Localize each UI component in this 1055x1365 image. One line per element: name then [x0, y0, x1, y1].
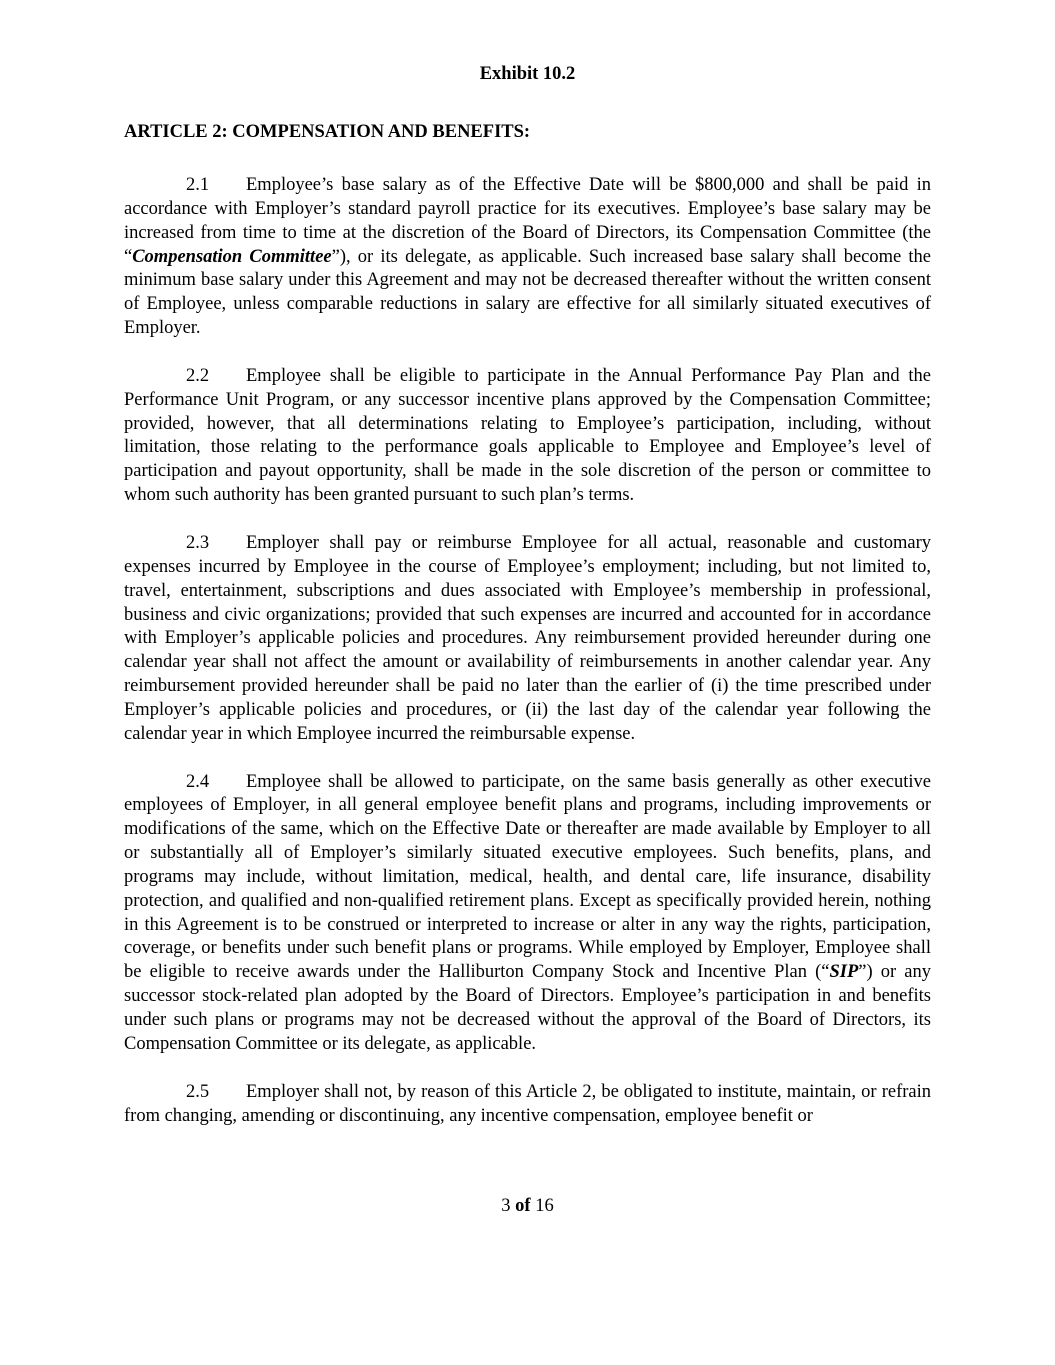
article-heading: ARTICLE 2: COMPENSATION AND BENEFITS:: [124, 122, 531, 142]
section-text: Employer shall pay or reimburse Employee for all actual, reasonable and customary expenses incurred by Employee in the course of Employee’s employment; including, but not limited to, travel, entertainment, subscriptions and dues associated with Employee’s membership in professional, business and civic organizations; provided that such expenses are incurred and accounted for in accordance with Employer’s applicable policies and procedures. Any reimbursement provided hereunder during one calendar year shall not affect the amount or availability of reimbursements in another calendar year. Any reimbursement provided hereunder shall be paid no later than the earlier of (i) the time prescribed under Employer’s applicable policies and procedures, or (ii) the last day of the calendar year following the calendar year in which Employee incurred the reimbursable expense.: [124, 532, 931, 744]
section-number: 2.2: [186, 365, 210, 386]
section-2-2: [124, 365, 931, 508]
page-number: 3: [501, 1196, 511, 1216]
section-number: 2.3: [186, 532, 210, 553]
section-text: ”), or its delegate, as applicable. Such increased base salary shall become the minimum base salary under this Agreement and may not be decreased thereafter without the written consent of Employee, unless comparable reductions in salary are effective for all similarly situated executives of Employer.: [124, 246, 932, 339]
section-text: Employee shall be allowed to participate, on the same basis generally as other executive employees of Employer, in all general employee benefit plans and programs, including improvements or modifications of the same, which on the Effective Date or thereafter are made available by Employer to all or substantially all of Employer’s similarly situated executive employees. Such benefits, plans, and programs may include, without limitation, medical, health, and dental care, life insurance, disability protection, and qualified and non-qualified retirement plans. Except as specifically provided herein, nothing in this Agreement is to be construed or interpreted to increase or alter in any way the rights, participation, coverage, or benefits under such benefit plans or programs. While employed by Employer, Employee shall be eligible to receive awards under the Halliburton Company Stock and Incentive Plan (“: [124, 771, 931, 983]
defined-term: Compensation Committee: [132, 246, 332, 267]
section-text: Employee’s base salary as of the Effective Date will be $800,000 and shall be paid in accordance with Employer’s standard payroll practice for its executives. Employee’s base salary may be increased from time to time at the discretion of the Board of Directors, its Compensation Committee (the “: [124, 175, 931, 267]
total-pages: 16: [535, 1196, 554, 1216]
defined-term: SIP: [829, 962, 859, 983]
document-page: [124, 62, 931, 1128]
section-text: Employee shall be eligible to participate in the Annual Performance Pay Plan and the Performance Unit Program, or any successor incentive plans approved by the Compensation Committee; provided, however, that all determinations relating to Employee’s participation, including, without limitation, those relating to the performance goals applicable to Employee and Employee’s level of participation and payout opportunity, shall be made in the sole discretion of the person or committee to whom such authority has been granted pursuant to such plan’s terms.: [124, 365, 931, 506]
section-2-3: [124, 532, 931, 747]
section-number: 2.1: [186, 175, 210, 195]
section-2-4: [124, 771, 931, 1057]
page-footer: [0, 1194, 1055, 1218]
page-of-label: of: [515, 1196, 531, 1216]
section-text: ”) or any successor stock-related plan adopted by the Board of Directors. Employee’s participation in and benefits under such plans or programs may not be decreased without the approval of the Board of Directors, its Compensation Committee or its delegate, as applicable.: [124, 962, 932, 1054]
section-2-1: [124, 174, 931, 341]
section-2-5: [124, 1081, 931, 1129]
section-number: 2.5: [186, 1081, 210, 1102]
section-text: Employer shall not, by reason of this Article 2, be obligated to institute, maintain, or refrain from changing, amending or discontinuing, any incentive compensation, employee benefit or: [124, 1081, 931, 1126]
section-number: 2.4: [186, 771, 210, 792]
exhibit-label: Exhibit 10.2: [479, 64, 576, 84]
